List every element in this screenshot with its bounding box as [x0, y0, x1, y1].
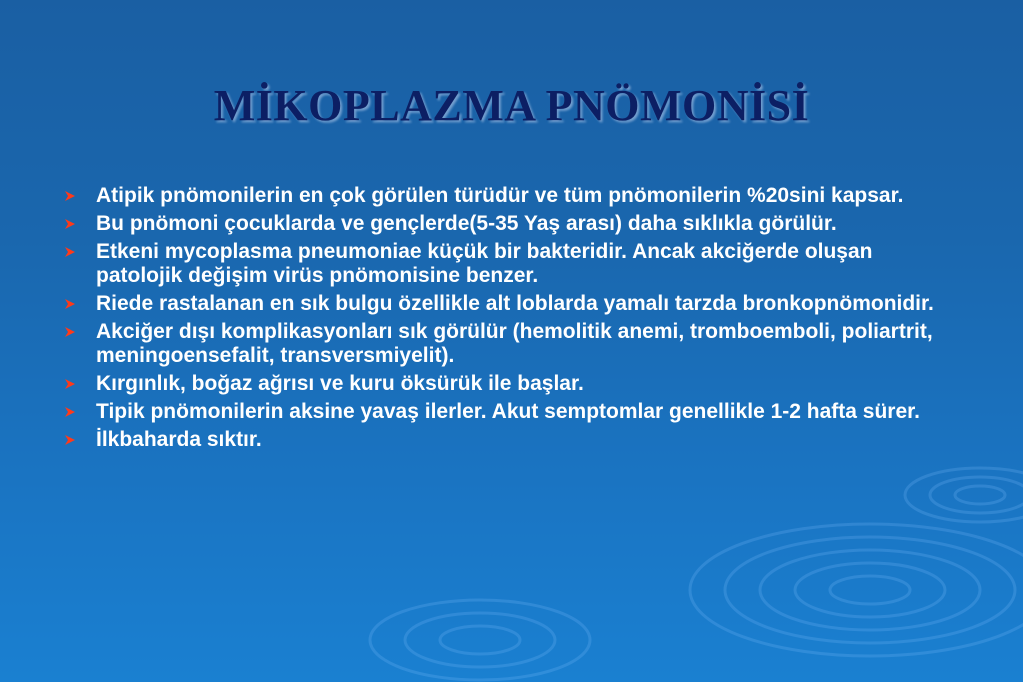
- bullet-item: [60, 292, 950, 316]
- bullet-list: [60, 184, 950, 456]
- bullet-text: Akciğer dışı komplikasyonları sık görülür (hemolitik anemi, tromboemboli, poliartrit, meningoensefalit, transversmiyelit).: [96, 320, 933, 367]
- arrow-bullet-icon: [64, 326, 76, 338]
- arrow-bullet-icon: [64, 218, 76, 230]
- arrow-bullet-icon: [64, 246, 76, 258]
- arrow-bullet-icon: [64, 406, 76, 418]
- bullet-item: [60, 240, 950, 288]
- bullet-text: Riede rastalanan en sık bulgu özellikle alt loblarda yamalı tarzda bronkopnömonidir.: [96, 292, 934, 315]
- arrow-bullet-icon: [64, 298, 76, 310]
- bullet-item: [60, 428, 950, 452]
- arrow-bullet-icon: [64, 378, 76, 390]
- bullet-text: Bu pnömoni çocuklarda ve gençlerde(5-35 Yaş arası) daha sıklıkla görülür.: [96, 212, 837, 235]
- bullet-item: [60, 320, 950, 368]
- bullet-text: Kırgınlık, boğaz ağrısı ve kuru öksürük ile başlar.: [96, 372, 584, 395]
- bullet-item: [60, 372, 950, 396]
- bullet-item: [60, 212, 950, 236]
- bullet-text: Atipik pnömonilerin en çok görülen türüdür ve tüm pnömonilerin %20sini kapsar.: [96, 184, 904, 207]
- bullet-text: İlkbaharda sıktır.: [96, 428, 262, 451]
- bullet-item: [60, 184, 950, 208]
- bullet-item: [60, 400, 950, 424]
- arrow-bullet-icon: [64, 434, 76, 446]
- slide-title: MİKOPLAZMA PNÖMONİSİ: [213, 81, 810, 130]
- bullet-text: Tipik pnömonilerin aksine yavaş ilerler. Akut semptomlar genellikle 1-2 hafta sürer.: [96, 400, 920, 423]
- arrow-bullet-icon: [64, 190, 76, 202]
- bullet-text: Etkeni mycoplasma pneumoniae küçük bir bakteridir. Ancak akciğerde oluşan patolojik değişim virüs pnömonisine benzer.: [96, 240, 873, 287]
